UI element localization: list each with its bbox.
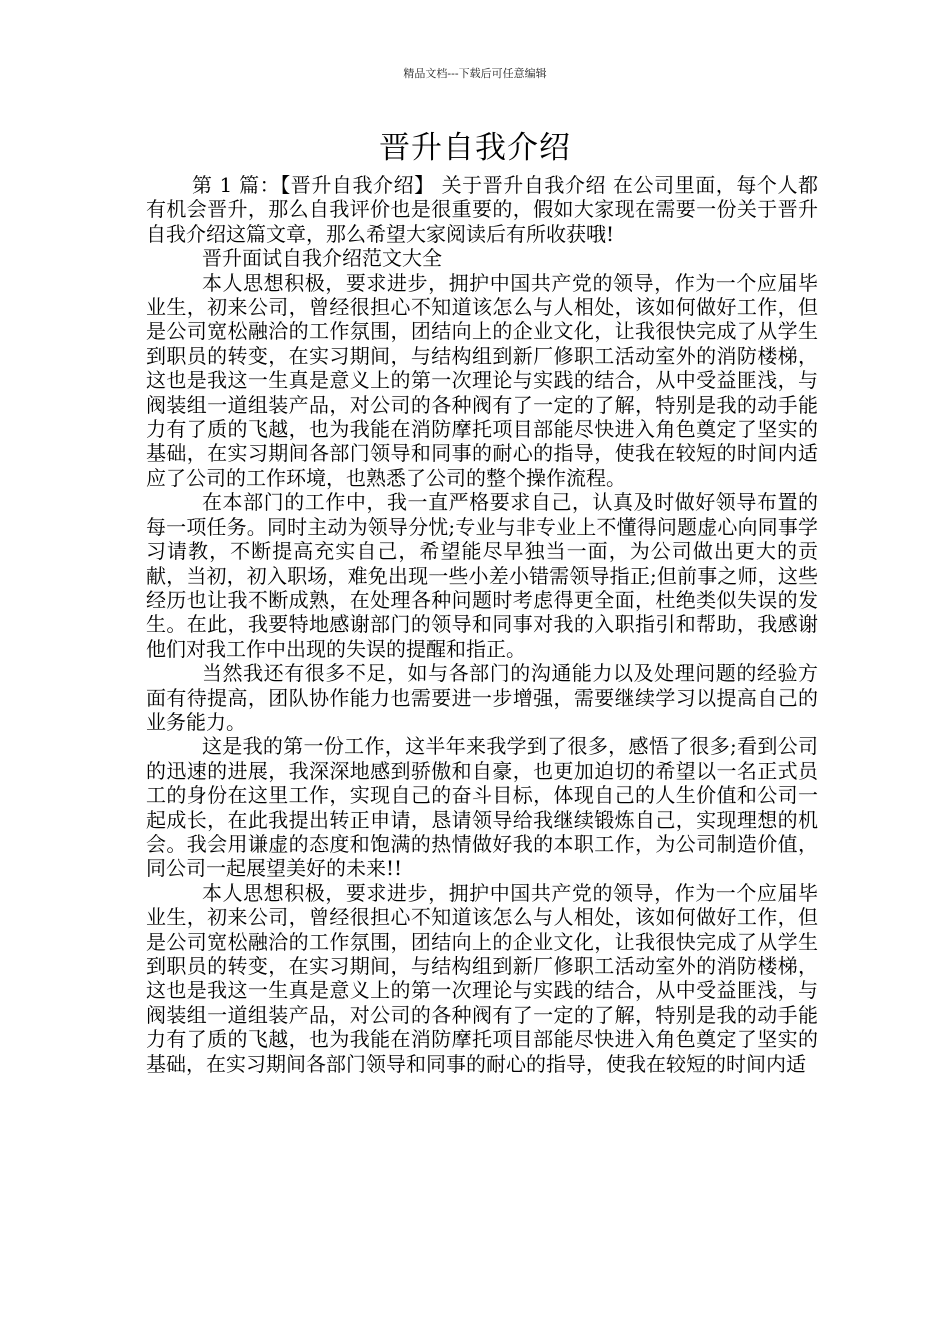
header-note: 精品文档---下载后可任意编辑 — [403, 67, 547, 80]
document-body — [146, 173, 818, 1076]
paragraph: 当然我还有很多不足，如与各部门的沟通能力以及处理问题的经验方面有待提高，团队协作能力也需要进一步增强，需要继续学习以提高自己的业务能力。 — [146, 661, 818, 734]
paragraph: 这是我的第一份工作，这半年来我学到了很多，感悟了很多;看到公司的迅速的进展，我深深地感到骄傲和自豪，也更加迫切的希望以一名正式员工的身份在这里工作，实现自己的奋斗目标，体现自己的人生价值和公司一起成长，在此我提出转正申请，恳请领导给我继续锻炼自己，实现理想的机会。我会用谦虚的态度和饱满的热情做好我的本职工作，为公司制造价值，同公司一起展望美好的未来!! — [146, 734, 818, 881]
paragraph: 在本部门的工作中，我一直严格要求自己，认真及时做好领导布置的每一项任务。同时主动为领导分忧;专业与非专业上不懂得问题虚心向同事学习请教，不断提高充实自己，希望能尽早独当一面，为公司做出更大的贡献，当初，初入职场，难免出现一些小差小错需领导指正;但前事之师，这些经历也让我不断成熟，在处理各种问题时考虑得更全面，杜绝类似失误的发生。在此，我要特地感谢部门的领导和同事对我的入职指引和帮助，我感谢他们对我工作中出现的失误的提醒和指正。 — [146, 490, 818, 661]
document-title: 晋升自我介绍 — [379, 130, 571, 166]
paragraph-intro: 第 1 篇：【晋升自我介绍】 关于晋升自我介绍 在公司里面，每个人都有机会晋升，那么自我评价也是很重要的，假如大家现在需要一份关于晋升自我介绍这篇文章，那么希望大家阅读后有所收获哦! — [146, 173, 818, 246]
paragraph: 本人思想积极，要求进步，拥护中国共产党的领导，作为一个应届毕业生，初来公司，曾经很担心不知道该怎么与人相处，该如何做好工作，但是公司宽松融洽的工作氛围，团结向上的企业文化，让我很快完成了从学生到职员的转变，在实习期间，与结构组到新厂修职工活动室外的消防楼梯，这也是我这一生真是意义上的第一次理论与实践的结合，从中受益匪浅，与阀装组一道组装产品，对公司的各种阀有了一定的了解，特别是我的动手能力有了质的飞越，也为我能在消防摩托项目部能尽快进入角色奠定了坚实的基础，在实习期间各部门领导和同事的耐心的指导，使我在较短的时间内适应了公司的工作环境，也熟悉了公司的整个操作流程。 — [146, 270, 818, 490]
paragraph: 本人思想积极，要求进步，拥护中国共产党的领导，作为一个应届毕业生，初来公司，曾经很担心不知道该怎么与人相处，该如何做好工作，但是公司宽松融洽的工作氛围，团结向上的企业文化，让我很快完成了从学生到职员的转变，在实习期间，与结构组到新厂修职工活动室外的消防楼梯，这也是我这一生真是意义上的第一次理论与实践的结合，从中受益匪浅，与阀装组一道组装产品，对公司的各种阀有了一定的了解，特别是我的动手能力有了质的飞越，也为我能在消防摩托项目部能尽快进入角色奠定了坚实的基础，在实习期间各部门领导和同事的耐心的指导，使我在较短的时间内适 — [146, 880, 818, 1076]
paragraph-subheading: 晋升面试自我介绍范文大全 — [202, 246, 442, 271]
